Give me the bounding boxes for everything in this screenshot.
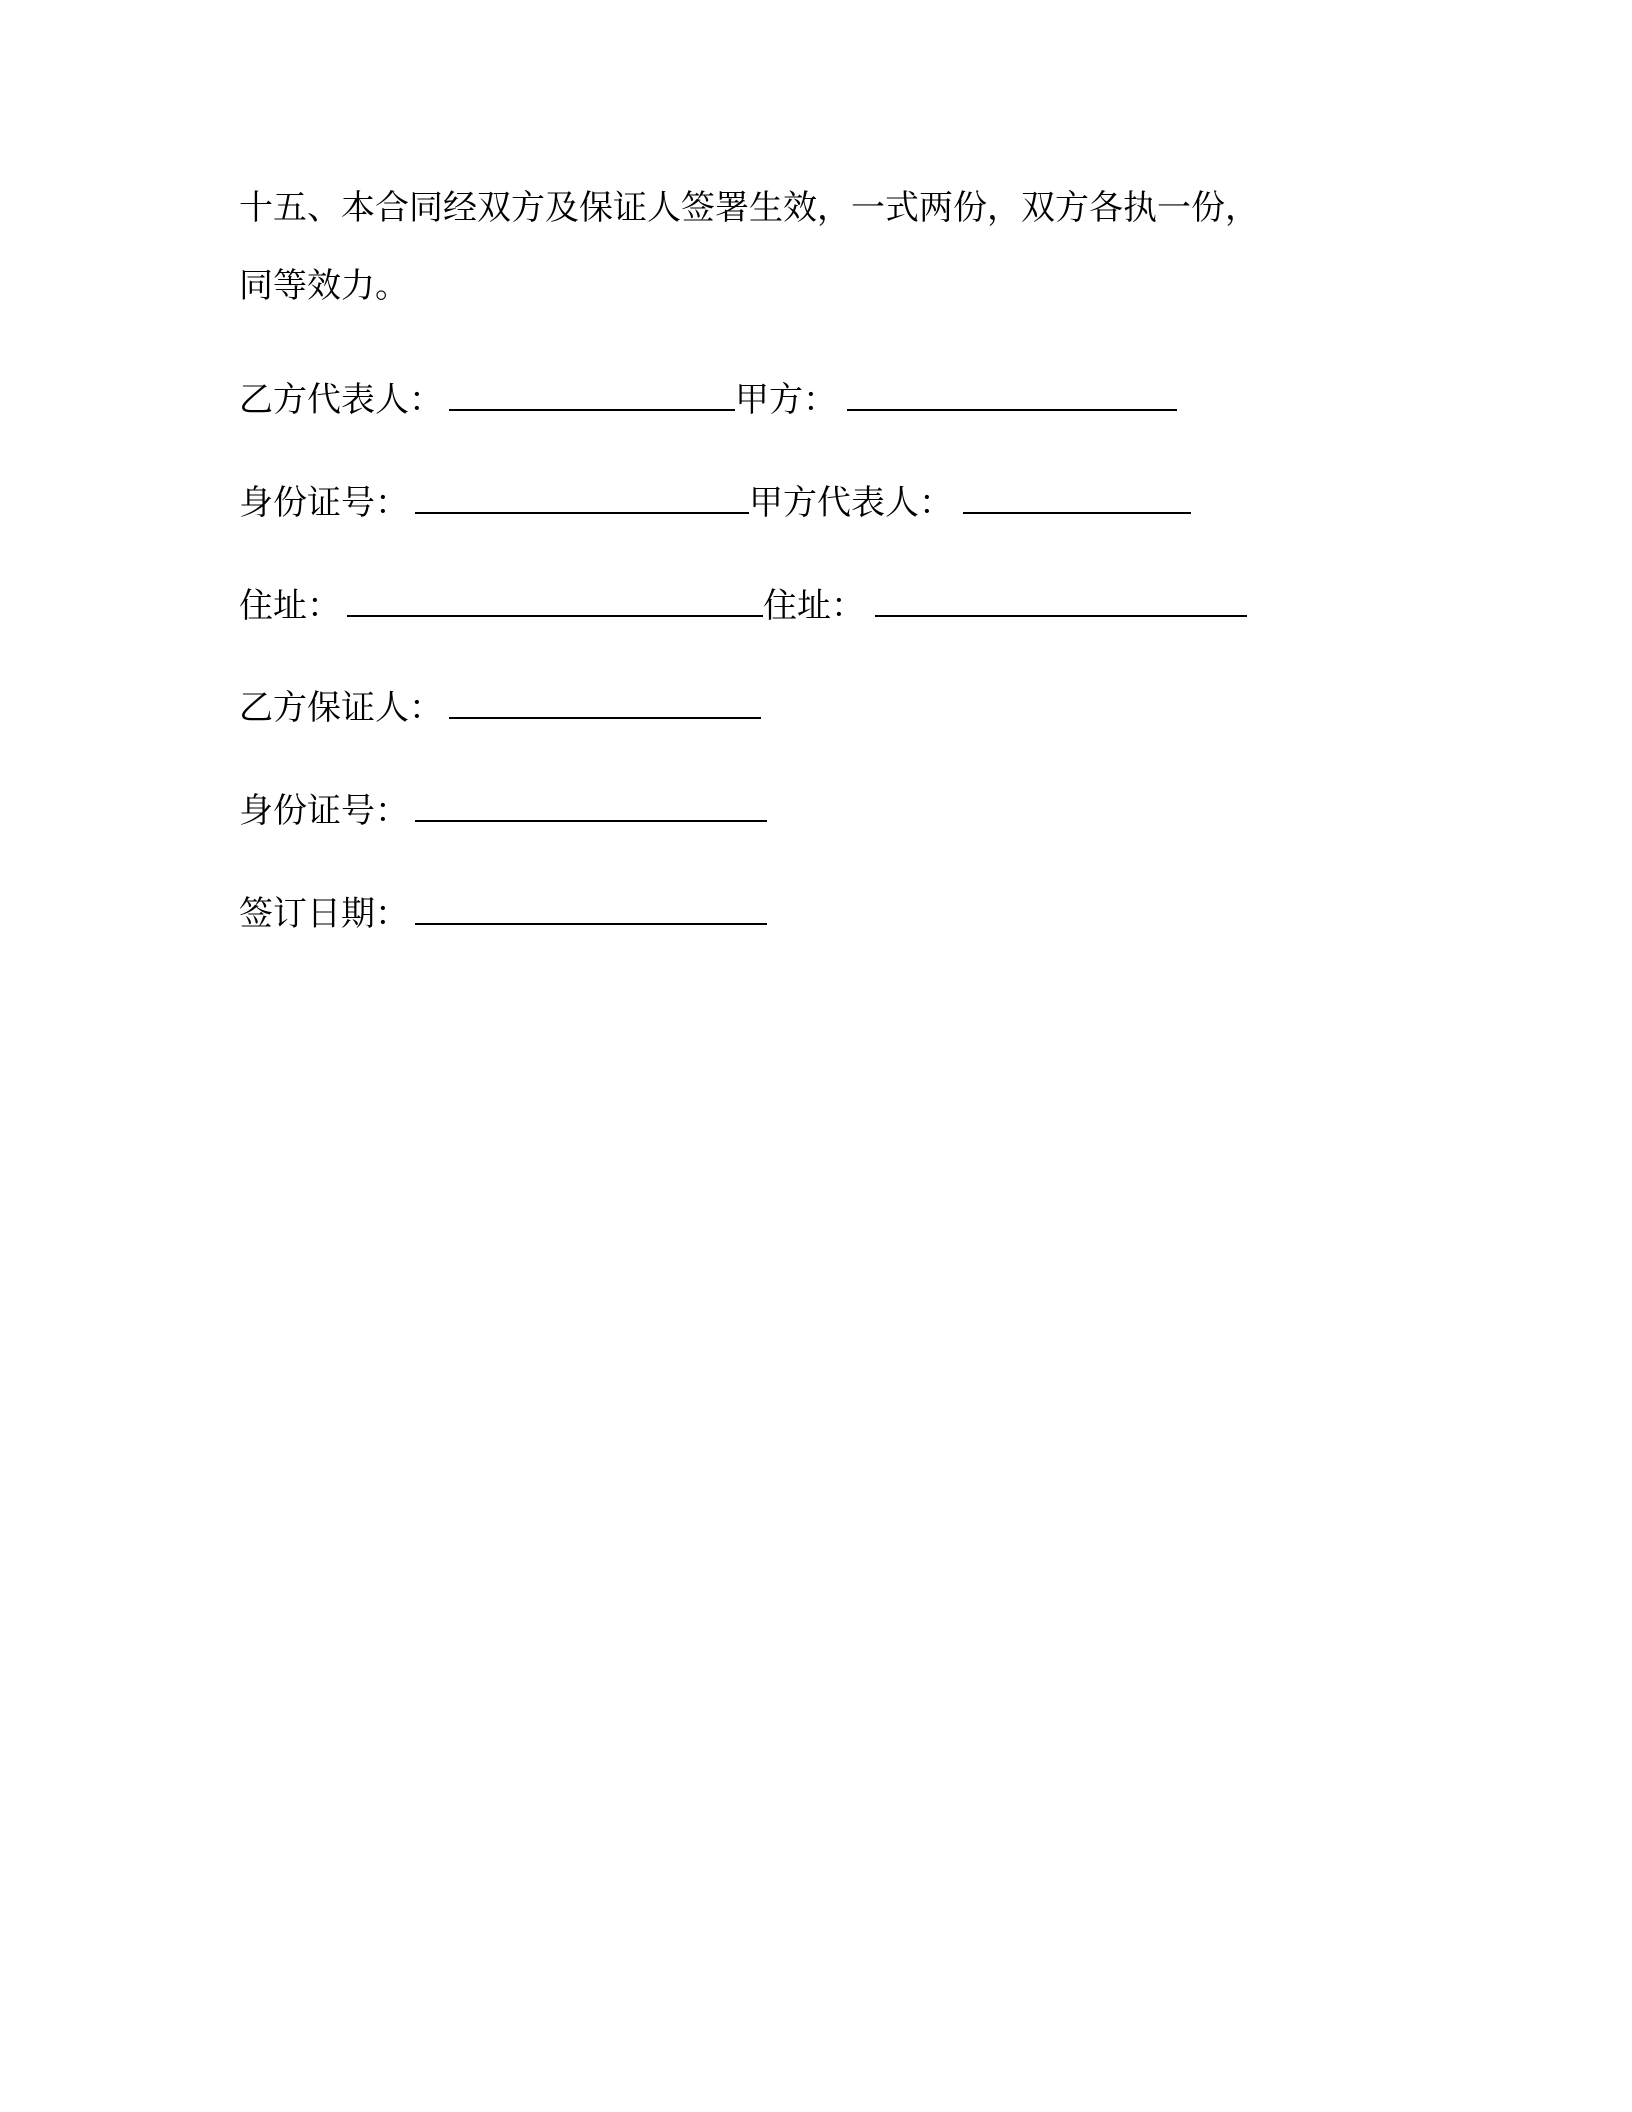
party-a-representative-label: 甲方代表人： [749, 483, 953, 523]
id-number-blank[interactable] [415, 511, 749, 514]
party-b-representative-blank[interactable] [449, 408, 735, 411]
party-b-guarantor-label: 乙方保证人： [239, 688, 443, 728]
party-a-representative-blank[interactable] [963, 511, 1191, 514]
signature-row-4 [239, 688, 761, 728]
signing-date-label: 签订日期： [239, 894, 409, 934]
signature-row-5 [239, 791, 767, 831]
clause-line-1: 十五、本合同经双方及保证人签署生效，一式两份，双方各执一份， [239, 188, 1259, 228]
signature-row-6 [239, 894, 767, 934]
signature-row-3 [239, 586, 1247, 626]
party-b-representative-label: 乙方代表人： [239, 380, 443, 420]
signing-date-blank[interactable] [415, 922, 767, 925]
party-a-address-label: 住址： [763, 586, 865, 626]
signature-row-1 [239, 380, 1177, 420]
signature-row-2 [239, 483, 1191, 523]
party-a-address-blank[interactable] [875, 614, 1247, 617]
party-b-address-blank[interactable] [347, 614, 763, 617]
guarantor-id-number-label: 身份证号： [239, 791, 409, 831]
party-a-label: 甲方： [735, 380, 837, 420]
id-number-label: 身份证号： [239, 483, 409, 523]
clause-line-2: 同等效力。 [239, 266, 409, 306]
party-b-guarantor-blank[interactable] [449, 716, 761, 719]
guarantor-id-number-blank[interactable] [415, 819, 767, 822]
party-b-address-label: 住址： [239, 586, 341, 626]
party-a-blank[interactable] [847, 408, 1177, 411]
